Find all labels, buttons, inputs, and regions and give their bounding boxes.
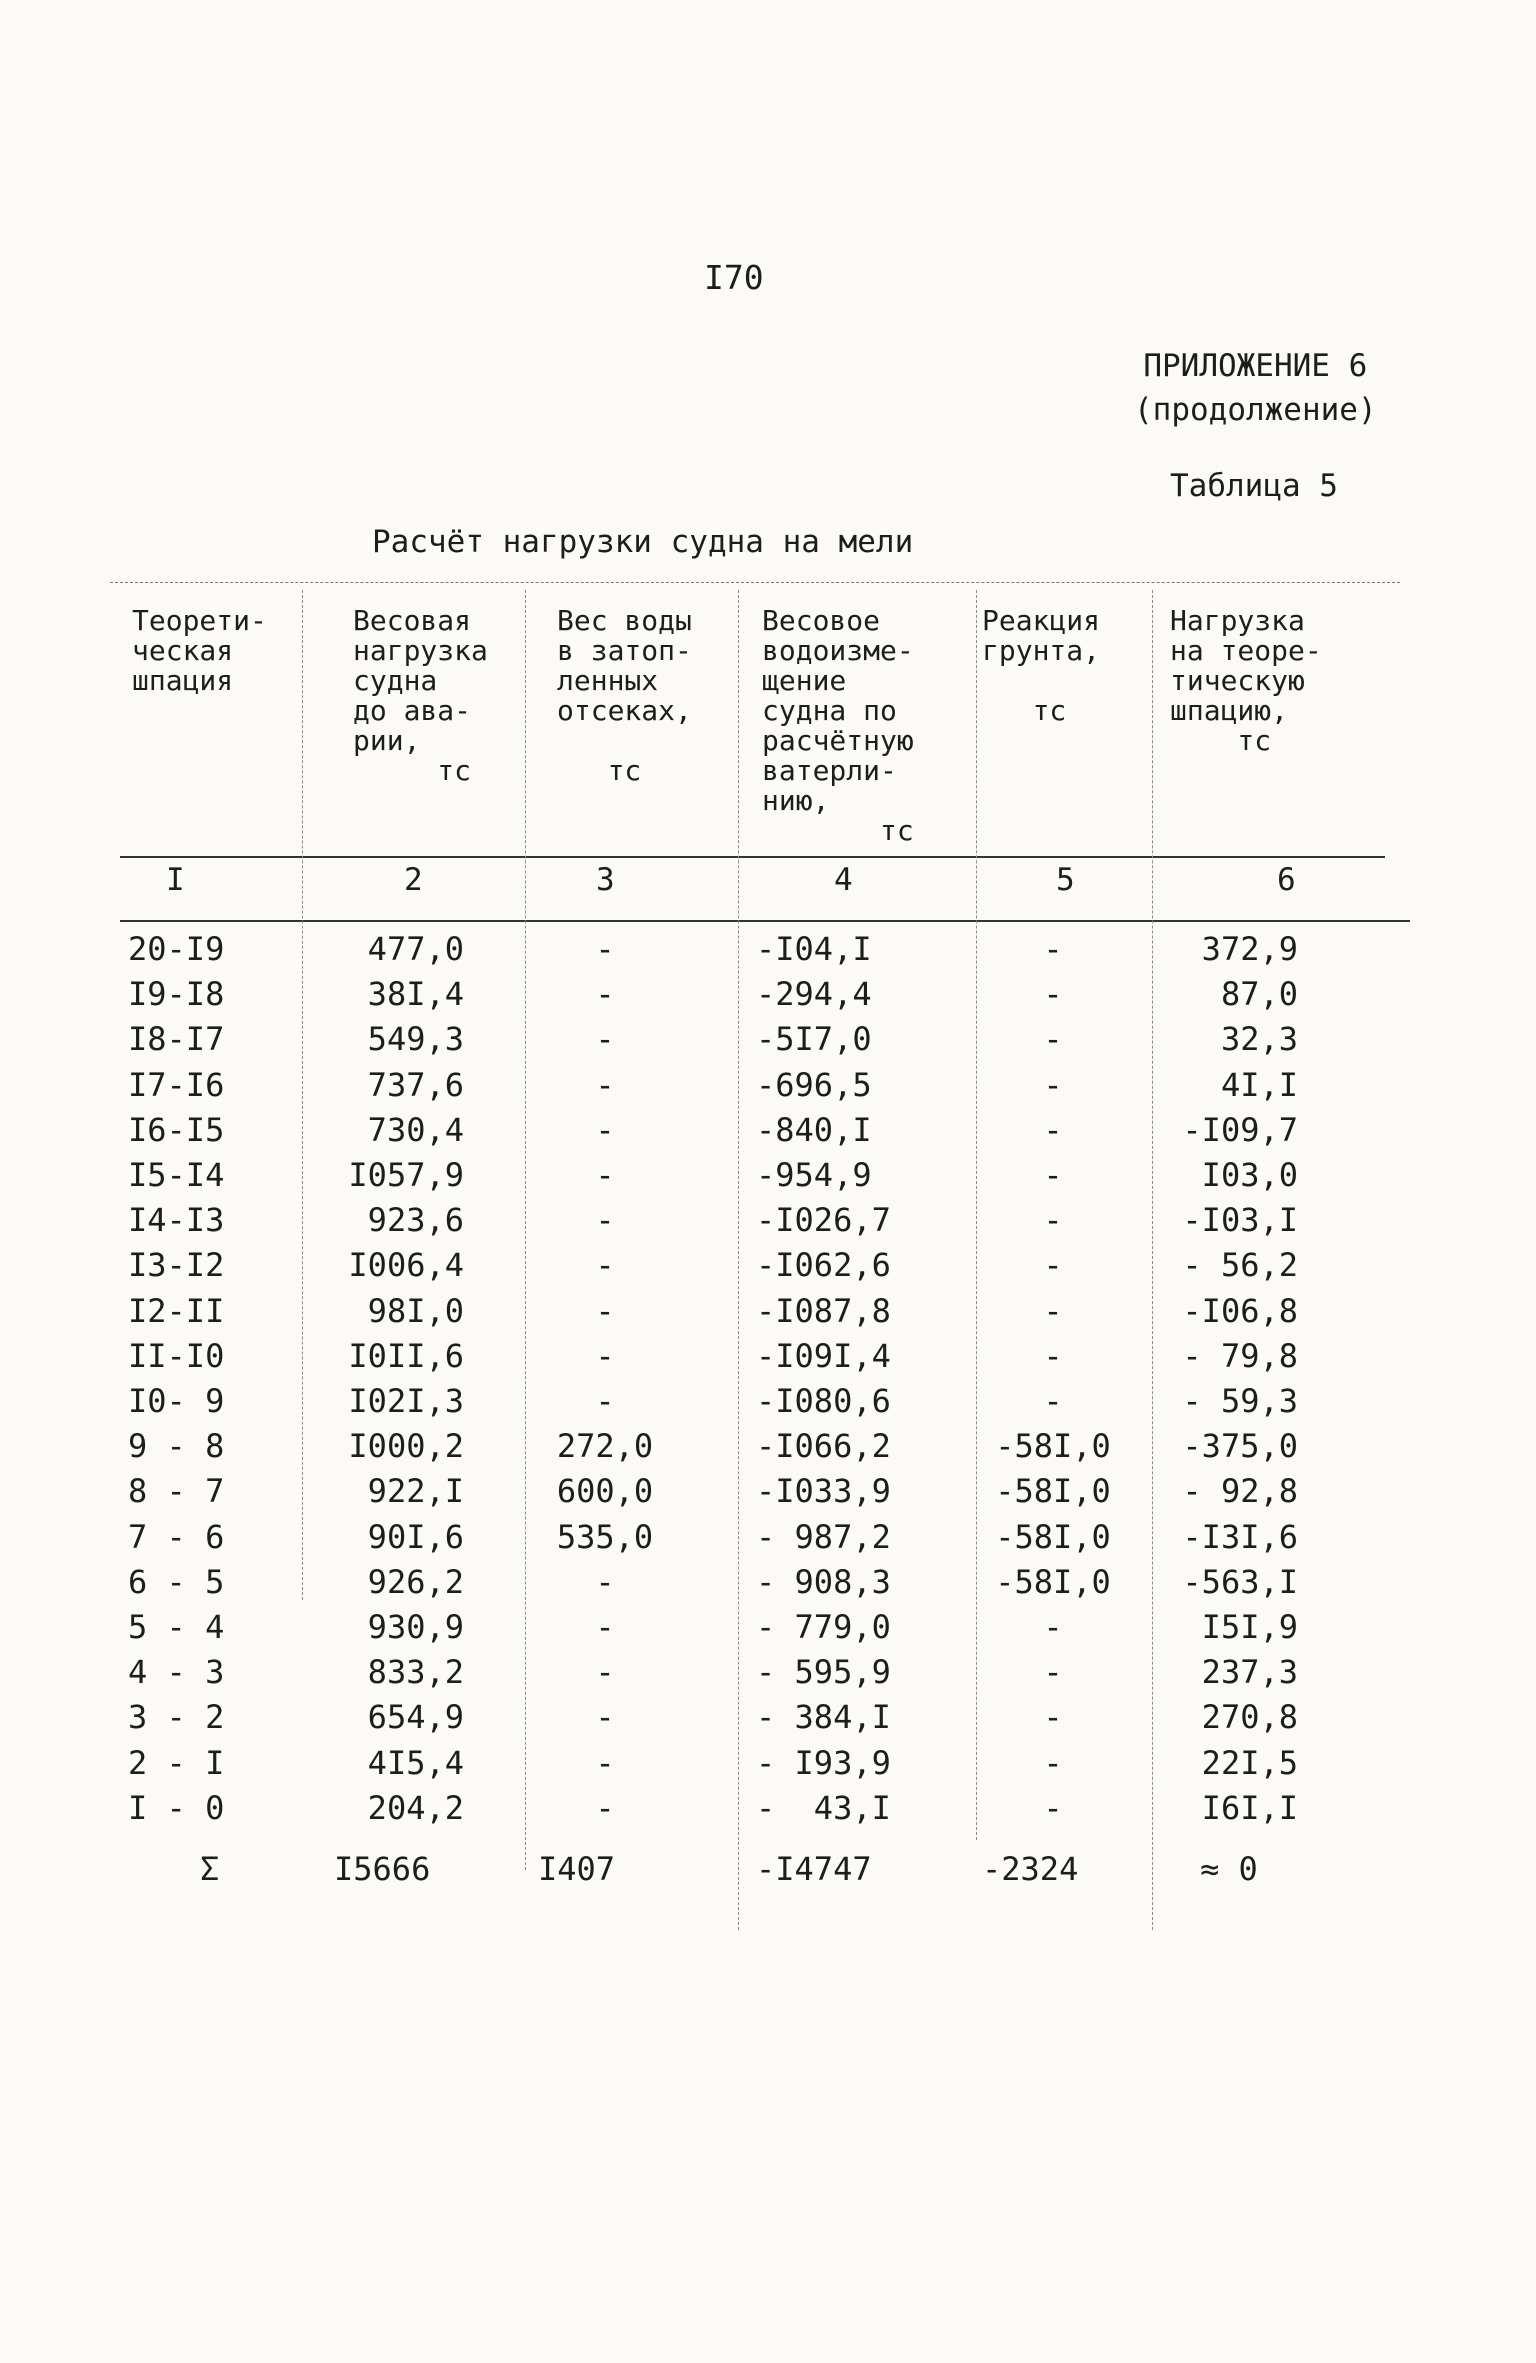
table-cell-col6: 32,3 xyxy=(1220,1020,1298,1059)
sum-cell-col2: I5666 xyxy=(334,1850,431,1888)
table-cell-col6: -563,I xyxy=(1182,1562,1298,1601)
table-cell-col6: - 92,8 xyxy=(1182,1472,1298,1511)
table-cell-col2: 923,6 xyxy=(367,1201,464,1240)
table-cell-col3: 272,0 xyxy=(556,1427,654,1466)
table-cell-col6: 22I,5 xyxy=(1201,1743,1298,1782)
table-cell-col2: I000,2 xyxy=(348,1427,464,1466)
appendix-note: (продолжение) xyxy=(1134,392,1377,428)
table-cell-col2: 90I,6 xyxy=(367,1517,464,1556)
colnum-1: I xyxy=(166,862,185,898)
table-cell-col1: I - 0 xyxy=(128,1788,225,1827)
colnum-4: 4 xyxy=(834,862,853,898)
sum-symbol: Σ xyxy=(200,1850,220,1888)
table-cell-col3: - xyxy=(595,1201,615,1240)
table-caption: Расчёт нагрузки судна на мели xyxy=(372,524,914,560)
table-row xyxy=(0,1789,1536,1834)
table-cell-col5: - xyxy=(1043,1336,1063,1375)
table-cell-col5: -58I,0 xyxy=(995,1472,1111,1511)
table-cell-col4: - 384,I xyxy=(756,1698,891,1737)
table-cell-col6: 4I,I xyxy=(1220,1065,1298,1104)
table-cell-col4: -I062,6 xyxy=(756,1246,891,1285)
table-cell-col4: -840,I xyxy=(756,1110,872,1149)
table-cell-col5: - xyxy=(1043,1201,1063,1240)
table-cell-col6: - 56,2 xyxy=(1182,1246,1298,1285)
table-cell-col3: - xyxy=(595,1020,615,1059)
table-cell-col6: - 79,8 xyxy=(1182,1336,1298,1375)
table-cell-col6: 270,8 xyxy=(1201,1698,1298,1737)
table-cell-col4: - I93,9 xyxy=(756,1743,891,1782)
table-cell-col1: I2-II xyxy=(128,1291,225,1330)
table-cell-col2: 4I5,4 xyxy=(367,1743,464,1782)
table-cell-col4: -I033,9 xyxy=(756,1472,891,1511)
table-cell-col2: 38I,4 xyxy=(367,975,464,1014)
table-cell-col2: I006,4 xyxy=(348,1246,464,1285)
header-col-2: Весовая нагрузка судна до ава- рии, тс xyxy=(353,604,488,787)
table-row xyxy=(0,1156,1536,1201)
table-cell-col3: 600,0 xyxy=(556,1472,654,1511)
table-cell-col3: - xyxy=(595,930,615,968)
table-cell-col1: 20-I9 xyxy=(128,930,225,968)
table-cell-col3: - xyxy=(595,1562,615,1601)
table-row xyxy=(0,1427,1536,1472)
table-cell-col3: - xyxy=(595,1336,615,1375)
table-cell-col2: 833,2 xyxy=(367,1653,464,1692)
table-row xyxy=(0,975,1536,1020)
table-cell-col2: 930,9 xyxy=(367,1608,464,1646)
header-col-1: Теорети- ческая шпация xyxy=(132,604,267,697)
table-row xyxy=(0,1292,1536,1337)
table-cell-col4: -696,5 xyxy=(756,1065,872,1104)
table-cell-col6: -I3I,6 xyxy=(1182,1517,1298,1556)
table-row xyxy=(0,1653,1536,1698)
table-cell-col3: - xyxy=(595,1156,615,1194)
table-cell-col4: -954,9 xyxy=(756,1156,872,1194)
header-col-4: Весовое водоизме- щение судна по расчётную ватерли- нию, тс xyxy=(762,604,914,847)
colnum-bottom-rule xyxy=(120,920,1410,922)
table-cell-col5: - xyxy=(1043,1698,1063,1737)
table-cell-col5: - xyxy=(1043,1788,1063,1827)
table-cell-col5: - xyxy=(1043,1156,1063,1194)
table-cell-col6: 372,9 xyxy=(1201,930,1298,968)
table-cell-col1: 3 - 2 xyxy=(128,1698,225,1737)
table-cell-col4: - 43,I xyxy=(756,1788,891,1827)
table-row xyxy=(0,1698,1536,1743)
table-row xyxy=(0,1337,1536,1382)
table-cell-col6: I5I,9 xyxy=(1201,1608,1298,1646)
header-col-6: Нагрузка на теоре- тическую шпацию, тс xyxy=(1170,604,1322,757)
header-col-3: Вес воды в затоп- ленных отсеках, тс xyxy=(557,604,692,787)
table-cell-col1: 4 - 3 xyxy=(128,1653,225,1692)
table-row xyxy=(0,930,1536,975)
table-row xyxy=(0,1020,1536,1065)
table-cell-col5: -58I,0 xyxy=(995,1517,1111,1556)
colnum-2: 2 xyxy=(404,862,423,898)
table-cell-col3: - xyxy=(595,1698,615,1737)
table-cell-col5: - xyxy=(1043,1653,1063,1692)
table-cell-col5: - xyxy=(1043,1020,1063,1059)
table-cell-col4: - 987,2 xyxy=(756,1517,891,1556)
table-cell-col4: - 908,3 xyxy=(756,1562,891,1601)
table-cell-col2: 737,6 xyxy=(367,1065,464,1104)
table-cell-col1: I7-I6 xyxy=(128,1065,225,1104)
sum-row xyxy=(0,1850,1536,1895)
table-cell-col4: -5I7,0 xyxy=(756,1020,872,1059)
table-row xyxy=(0,1518,1536,1563)
table-cell-col1: I6-I5 xyxy=(128,1110,225,1149)
table-cell-col6: -I06,8 xyxy=(1182,1291,1298,1330)
table-cell-col4: -I080,6 xyxy=(756,1382,891,1420)
sum-cell-col6: ≈ 0 xyxy=(1200,1850,1258,1888)
table-cell-col3: - xyxy=(595,1788,615,1827)
table-cell-col1: I5-I4 xyxy=(128,1156,225,1194)
colnum-6: 6 xyxy=(1277,862,1296,898)
table-cell-col4: -I026,7 xyxy=(756,1201,891,1240)
appendix-title: ПРИЛОЖЕНИЕ 6 xyxy=(1143,348,1368,384)
table-cell-col1: 7 - 6 xyxy=(128,1517,225,1556)
table-cell-col3: - xyxy=(595,975,615,1014)
table-row xyxy=(0,1472,1536,1517)
table-cell-col4: -294,4 xyxy=(756,975,872,1014)
colnum-3: 3 xyxy=(596,862,615,898)
table-cell-col2: 477,0 xyxy=(367,930,464,968)
table-cell-col3: - xyxy=(595,1608,615,1646)
header-col-5: Реакция грунта, тс xyxy=(982,604,1101,727)
table-cell-col1: I3-I2 xyxy=(128,1246,225,1285)
table-row xyxy=(0,1744,1536,1789)
table-cell-col3: - xyxy=(595,1743,615,1782)
table-row xyxy=(0,1066,1536,1111)
table-cell-col4: - 779,0 xyxy=(756,1608,891,1646)
table-cell-col4: - 595,9 xyxy=(756,1653,891,1692)
table-cell-col5: - xyxy=(1043,1065,1063,1104)
table-cell-col6: I6I,I xyxy=(1201,1788,1298,1827)
table-cell-col4: -I09I,4 xyxy=(756,1336,891,1375)
table-cell-col2: 549,3 xyxy=(367,1020,464,1059)
table-cell-col4: -I066,2 xyxy=(756,1427,891,1466)
appendix-block xyxy=(1134,344,1377,432)
table-cell-col3: - xyxy=(595,1246,615,1285)
table-cell-col5: - xyxy=(1043,1110,1063,1149)
table-cell-col5: - xyxy=(1043,1382,1063,1420)
table-cell-col5: - xyxy=(1043,1743,1063,1782)
table-cell-col5: -58I,0 xyxy=(995,1562,1111,1601)
table-cell-col1: 9 - 8 xyxy=(128,1427,225,1466)
table-row xyxy=(0,1563,1536,1608)
table-row xyxy=(0,1111,1536,1156)
table-cell-col1: 8 - 7 xyxy=(128,1472,225,1511)
table-cell-col3: - xyxy=(595,1110,615,1149)
table-row xyxy=(0,1382,1536,1427)
table-cell-col6: -I09,7 xyxy=(1182,1110,1298,1149)
table-cell-col5: - xyxy=(1043,1246,1063,1285)
table-cell-col6: -375,0 xyxy=(1182,1427,1298,1466)
table-cell-col3: 535,0 xyxy=(556,1517,654,1556)
header-bottom-rule xyxy=(120,856,1385,858)
table-cell-col1: I4-I3 xyxy=(128,1201,225,1240)
table-cell-col2: I057,9 xyxy=(348,1156,464,1194)
table-cell-col5: - xyxy=(1043,1291,1063,1330)
table-row xyxy=(0,1201,1536,1246)
table-cell-col5: - xyxy=(1043,975,1063,1014)
colnum-5: 5 xyxy=(1056,862,1075,898)
table-cell-col5: - xyxy=(1043,930,1063,968)
table-row xyxy=(0,1246,1536,1291)
table-cell-col3: - xyxy=(595,1065,615,1104)
sum-cell-col4: -I4747 xyxy=(756,1850,872,1888)
table-cell-col1: I8-I7 xyxy=(128,1020,225,1059)
table-cell-col1: I9-I8 xyxy=(128,975,225,1014)
table-cell-col3: - xyxy=(595,1291,615,1330)
table-cell-col4: -I087,8 xyxy=(756,1291,891,1330)
table-cell-col6: -I03,I xyxy=(1182,1201,1298,1240)
table-cell-col6: 237,3 xyxy=(1201,1653,1298,1692)
table-cell-col4: -I04,I xyxy=(756,930,872,968)
table-cell-col6: - 59,3 xyxy=(1182,1382,1298,1420)
table-cell-col1: 6 - 5 xyxy=(128,1562,225,1601)
table-label: Таблица 5 xyxy=(1170,468,1338,504)
page-number: I70 xyxy=(704,258,764,297)
table-cell-col2: 98I,0 xyxy=(367,1291,464,1330)
table-cell-col2: 204,2 xyxy=(367,1788,464,1827)
sum-cell-col3: I407 xyxy=(538,1850,616,1888)
table-cell-col2: 654,9 xyxy=(367,1698,464,1737)
table-top-rule xyxy=(110,582,1400,583)
table-cell-col6: 87,0 xyxy=(1220,975,1298,1014)
table-cell-col2: I0II,6 xyxy=(348,1336,464,1375)
table-cell-col5: -58I,0 xyxy=(995,1427,1111,1466)
sum-cell-col5: -2324 xyxy=(982,1850,1079,1888)
table-cell-col1: II-I0 xyxy=(128,1336,225,1375)
table-cell-col1: 2 - I xyxy=(128,1743,225,1782)
table-cell-col5: - xyxy=(1043,1608,1063,1646)
table-cell-col6: I03,0 xyxy=(1201,1156,1298,1194)
table-cell-col1: I0- 9 xyxy=(128,1382,225,1420)
table-cell-col3: - xyxy=(595,1382,615,1420)
table-cell-col2: 926,2 xyxy=(367,1562,464,1601)
table-cell-col2: 922,I xyxy=(367,1472,464,1511)
table-cell-col2: 730,4 xyxy=(367,1110,464,1149)
table-cell-col2: I02I,3 xyxy=(348,1382,464,1420)
table-cell-col3: - xyxy=(595,1653,615,1692)
table-cell-col1: 5 - 4 xyxy=(128,1608,225,1646)
table-row xyxy=(0,1608,1536,1653)
